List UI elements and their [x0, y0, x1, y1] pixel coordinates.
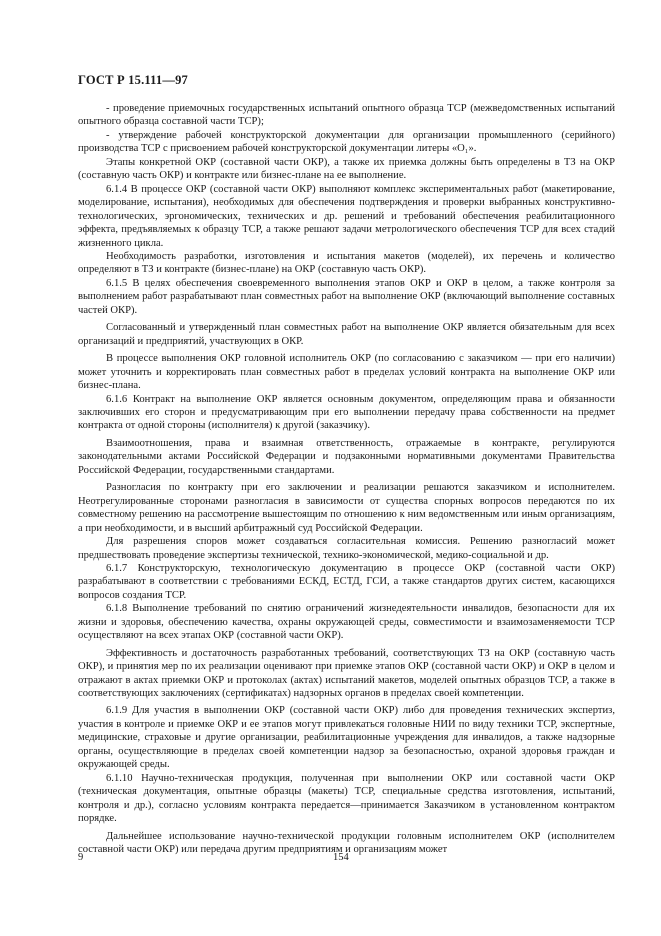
- paragraph: 6.1.4 В процессе ОКР (составной части ОКР) выполняют комплекс экспериментальных работ (макетирование, моделирование, испытания), необходимых для обеспечения подтверждения и проверки выбранных конструктивно-технологических, эргономических, технических и др. решений и требований обеспечения реабилитационного эффекта, предъявляемых к образцу ТСР, а также решают задачи метрологического обеспечения ТСР для всех стадий жизненного цикла.: [78, 183, 615, 249]
- paragraph: 6.1.9 Для участия в выполнении ОКР (составной части ОКР) либо для проведения технических экспертиз, участия в контроле и приемке ОКР и ее этапов могут привлекаться головные НИИ по виду техники ТСР, экспертные, медицинские, страховые и другие организации, реабилитационные учреждения для инвалидов, а также надзорные органы, осуществляющие в пределах своей компетенции надзор за безопасностью, охраной здоровья граждан и окружающей среды.: [78, 705, 615, 771]
- paragraph: Дальнейшее использование научно-технической продукции головным исполнителем ОКР (исполнителем составной части ОКР) или передача другим предприятиям и организациям может: [78, 830, 615, 856]
- paragraph: В процессе выполнения ОКР головной исполнитель ОКР (по согласованию с заказчиком — при его наличии) может уточнить и корректировать план совместных работ в пределах условий контракта на выполнение ОКР или бизнес-плана.: [78, 353, 615, 392]
- page-number-center: 154: [333, 852, 349, 863]
- paragraph: Для разрешения споров может создаваться согласительная комиссия. Решению разногласий может предшествовать проведение экспертизы технической, технико-экономической, медико-социальной и др.: [78, 536, 615, 561]
- document-body: [78, 102, 615, 856]
- paragraph: - утверждение рабочей конструкторской документации для организации промышленного (серийного) производства ТСР с присвоением рабочей конструкторской документации литеры «О₁».: [78, 129, 615, 155]
- paragraph: - проведение приемочных государственных испытаний опытного образца ТСР (межведомственных испытаний опытного образца составной части ТСР);: [78, 103, 615, 128]
- paragraph: Разногласия по контракту при его заключении и реализации решаются заказчиком и исполнителем. Неотрегулированные сторонами разногласия в зависимости от существа спорных вопросов передаются по их совместному решению на рассмотрение вышестоящим по отношению к ним ведомственным или иным организациям, а при необходимости, и в высший арбитражный суд Российской Федерации.: [78, 482, 615, 534]
- paragraph: 6.1.8 Выполнение требований по снятию ограничений жизнедеятельности инвалидов, безопасности для их жизни и здоровья, обеспечению качества, охраны окружающей среды, совместимости и взаимозаменяемости ТСР осуществляют на всех этапах ОКР (составной части ОКР).: [78, 603, 615, 642]
- paragraph: Эффективность и достаточность разработанных требований, соответствующих ТЗ на ОКР (составную часть ОКР), и принятия мер по их реализации оценивают при приемке этапов ОКР (составной части ОКР) и ОКР в целом и отражают в актах приемки ОКР и протоколах (актах) испытаний макетов, моделей опытных образцов ТСР, а также в соответствующих заключениях (сертификатах) надзорных органов в пределах своей компетенции.: [78, 647, 615, 700]
- paragraph: 6.1.10 Научно-техническая продукция, полученная при выполнении ОКР или составной части ОКР (техническая документация, опытные образцы (макеты) ТСР, специальные средства изготовления, испытаний, контроля и др.), согласно условиям контракта передается—принимается Заказчиком в установленном контрактом порядке.: [78, 772, 615, 825]
- page-number-left: 9: [78, 852, 84, 863]
- paragraph: Согласованный и утвержденный план совместных работ на выполнение ОКР является обязательным для всех организаций и предприятий, участвующих в ОКР.: [78, 322, 615, 347]
- paragraph: Необходимость разработки, изготовления и испытания макетов (моделей), их перечень и количество определяют в ТЗ и контракте (бизнес-плане) на ОКР (составную часть ОКР).: [78, 250, 615, 276]
- paragraph: 6.1.6 Контракт на выполнение ОКР является основным документом, определяющим права и обязанности заключивших его сторон и предусматривающим при его выполнении передачу права собственности на предмет контракта от одной стороны (исполнителя) к другой (заказчику).: [78, 393, 615, 432]
- paragraph: 6.1.5 В целях обеспечения своевременного выполнения этапов ОКР и ОКР в целом, а также контроля за выполнением работ разрабатывают план совместных работ на выполнение ОКР (включающий выполнение составных частей ОКР).: [78, 277, 615, 316]
- document-header: ГОСТ Р 15.111—97: [78, 73, 188, 87]
- paragraph: Этапы конкретной ОКР (составной части ОКР), а также их приемка должны быть определены в ТЗ на ОКР (составную часть ОКР) и контракте или бизнес-плане на ее выполнение.: [78, 156, 615, 182]
- paragraph: Взаимоотношения, права и взаимная ответственность, отражаемые в контракте, регулируются законодательными актами Российской Федерации и подзаконными нормативными документами Правительства Российской Федерации, государственными стандартами.: [78, 437, 615, 476]
- paragraph: 6.1.7 Конструкторскую, технологическую документацию в процессе ОКР (составной части ОКР) разрабатывают в соответствии с требованиями ЕСКД, ЕСТД, ГСИ, а также стандартов других систем, касающихся вопросов создания ТСР.: [78, 562, 615, 601]
